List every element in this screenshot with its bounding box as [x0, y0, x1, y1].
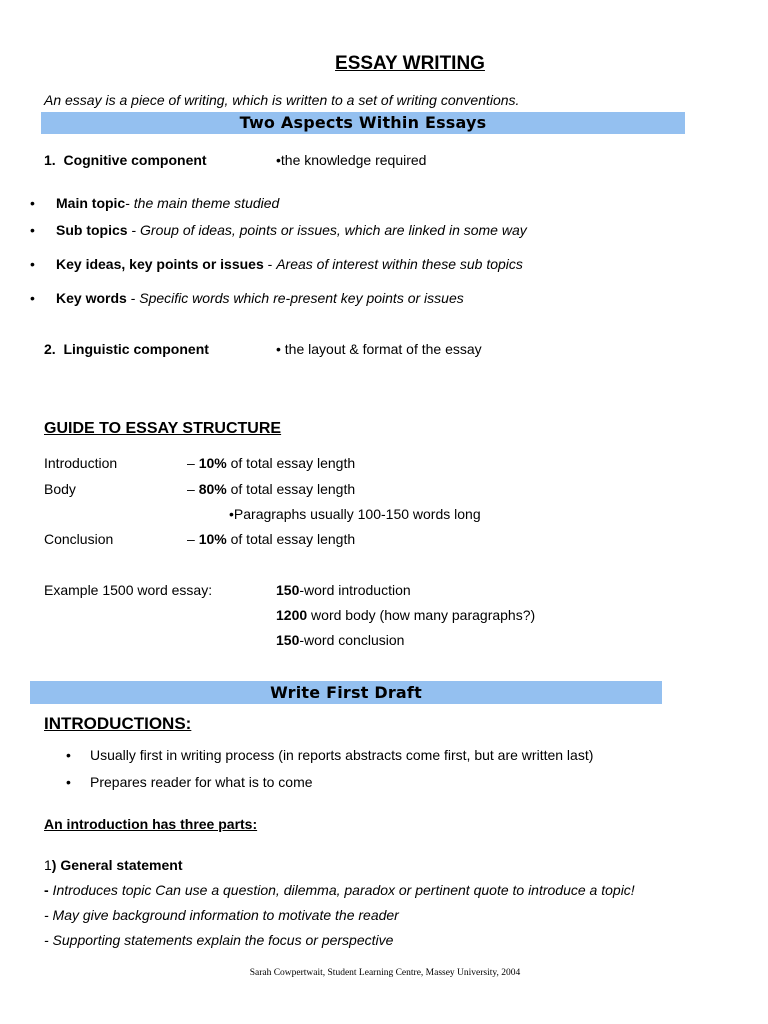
guide-row-value — [187, 455, 355, 471]
example-label: Example 1500 word essay: — [44, 582, 213, 598]
cognitive-title: Cognitive component — [63, 152, 207, 168]
guide-percent: 80% — [198, 481, 227, 497]
cognitive-desc: •the knowledge required — [276, 152, 427, 168]
guide-row-label: Body — [44, 481, 76, 497]
example-text: word body (how many paragraphs?) — [307, 607, 536, 623]
line-text: Introduces topic Can use a question, dilemma, paradox or pertinent quote to introduce a topic! — [48, 882, 635, 898]
guide-row-label: Introduction — [44, 455, 118, 471]
linguistic-label — [44, 341, 209, 357]
section-band-aspects: Two Aspects Within Essays — [41, 112, 685, 134]
bullet-sep: - — [263, 256, 277, 272]
bullet-marker: • — [30, 256, 35, 272]
example-text: -word conclusion — [299, 632, 405, 648]
list-item: Prepares reader for what is to come — [90, 774, 313, 790]
bullet-term: Key words — [56, 290, 127, 306]
guide-heading: GUIDE TO ESSAY STRUCTURE — [44, 420, 282, 437]
bullet-term: Sub topics — [56, 222, 128, 238]
guide-rest: of total essay length — [226, 481, 356, 497]
general-line: - Supporting statements explain the focus or perspective — [44, 932, 394, 948]
bullet-sep: - — [126, 290, 140, 306]
intro-text: An essay is a piece of writing, which is written to a set of writing conventions. — [44, 92, 520, 108]
bullet-desc: the main theme studied — [133, 195, 280, 211]
line-dash: - — [44, 882, 49, 898]
example-line — [276, 582, 411, 598]
general-statement-heading — [44, 857, 183, 873]
introductions-heading: INTRODUCTIONS: — [44, 714, 192, 733]
guide-row-value — [187, 481, 355, 497]
example-line — [276, 632, 404, 648]
bullet-marker: • — [30, 222, 35, 238]
bullet-desc: Group of ideas, points or issues, which are linked in some way — [140, 222, 527, 238]
cognitive-label — [44, 152, 207, 168]
bullet-sep: - — [125, 195, 134, 211]
guide-dash: – — [187, 481, 199, 497]
example-line — [276, 607, 535, 623]
general-line — [44, 882, 635, 898]
bullet-marker: • — [30, 195, 35, 211]
example-text: -word introduction — [299, 582, 411, 598]
parts-heading: An introduction has three parts: — [44, 816, 258, 832]
guide-row-label: Conclusion — [44, 531, 114, 547]
list-item: Usually first in writing process (in reports abstracts come first, but are written last) — [90, 747, 594, 763]
example-number: 1200 — [276, 607, 308, 623]
cognitive-number: 1. — [44, 152, 56, 168]
guide-percent: 10% — [198, 455, 227, 471]
guide-rest: of total essay length — [226, 531, 356, 547]
general-line: - May give background information to motivate the reader — [44, 907, 399, 923]
document-title: ESSAY WRITING — [335, 53, 485, 74]
bullet-marker: • — [30, 290, 35, 306]
list-item — [56, 290, 464, 306]
linguistic-number: 2. — [44, 341, 56, 357]
guide-rest: of total essay length — [226, 455, 356, 471]
guide-percent: 10% — [198, 531, 227, 547]
list-item — [56, 256, 523, 272]
linguistic-desc: • the layout & format of the essay — [276, 341, 482, 357]
paragraph-note: •Paragraphs usually 100-150 words long — [229, 506, 481, 522]
guide-dash: – — [187, 455, 199, 471]
page-footer: Sarah Cowpertwait, Student Learning Centre, Massey University, 2004 — [249, 968, 521, 978]
guide-row-value — [187, 531, 355, 547]
section-band-first-draft: Write First Draft — [30, 681, 662, 704]
bullet-marker: • — [66, 747, 71, 763]
list-item — [56, 195, 279, 211]
general-number: 1 — [44, 857, 52, 873]
example-number: 150 — [276, 632, 300, 648]
guide-dash: – — [187, 531, 199, 547]
bullet-desc: Specific words which re-present key points or issues — [139, 290, 464, 306]
example-number: 150 — [276, 582, 300, 598]
bullet-sep: - — [127, 222, 141, 238]
bullet-term: Key ideas, key points or issues — [56, 256, 264, 272]
general-label: ) General statement — [51, 857, 183, 873]
bullet-marker: • — [66, 774, 71, 790]
linguistic-title: Linguistic component — [63, 341, 209, 357]
bullet-term: Main topic — [56, 195, 126, 211]
list-item — [56, 222, 527, 238]
bullet-desc: Areas of interest within these sub topics — [276, 256, 523, 272]
